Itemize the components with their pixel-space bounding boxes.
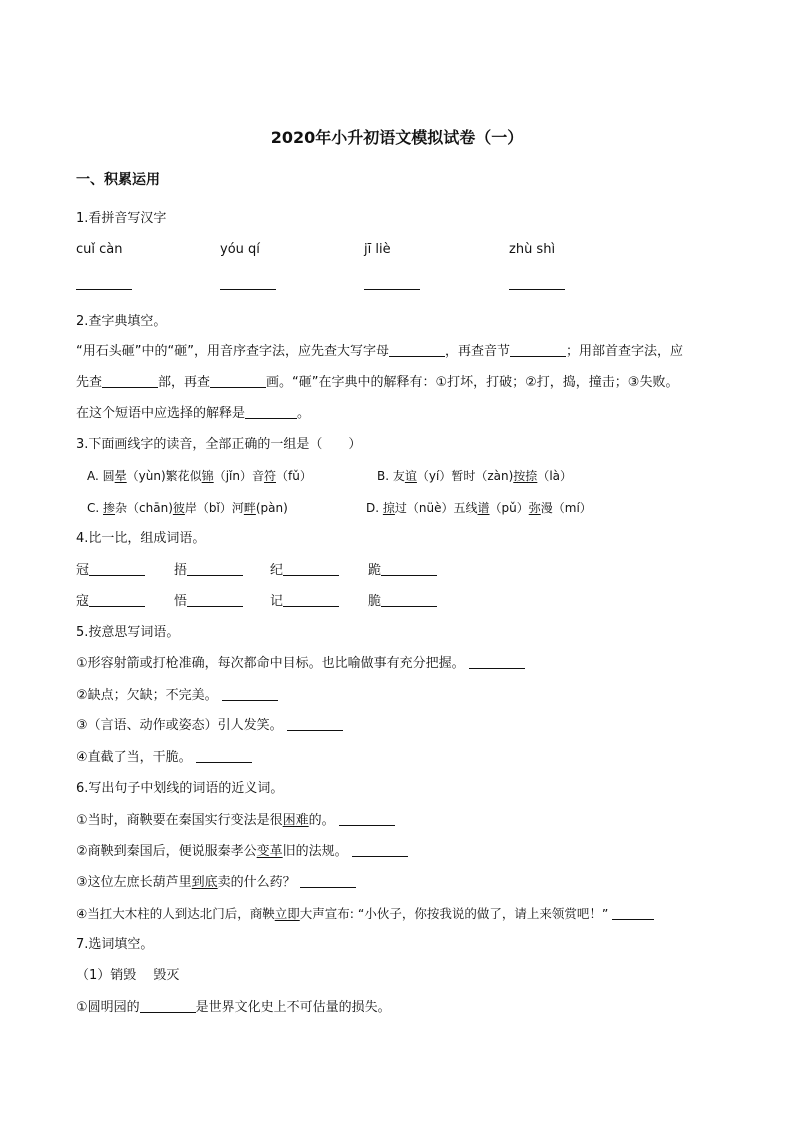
option-d[interactable] xyxy=(366,498,592,518)
text-segment: 在这个短语中应选择的解释是 xyxy=(76,406,246,421)
question-5-label: 5.按意思写词语。 xyxy=(76,625,180,640)
answer-blank[interactable] xyxy=(287,716,343,731)
underlined-char: 弥 xyxy=(528,501,541,515)
compare-word xyxy=(270,561,339,581)
answer-blank[interactable] xyxy=(210,373,266,388)
text-segment: ②缺点；欠缺；不完美。 xyxy=(76,688,218,703)
answer-blank[interactable] xyxy=(509,289,565,290)
answer-blank[interactable] xyxy=(187,592,243,607)
text-segment: 卖的什么药？ xyxy=(217,875,296,890)
answer-blank[interactable] xyxy=(364,289,420,290)
answer-blank[interactable] xyxy=(339,811,395,826)
option-letter: A. xyxy=(87,469,103,483)
char: 寇 xyxy=(76,594,90,609)
option-letter: C. xyxy=(87,501,104,515)
char: 记 xyxy=(270,594,284,609)
text-segment: 漫（mí） xyxy=(540,501,592,515)
question-3-label: 3.下面画线字的读音，全部正确的一组是（ ） xyxy=(76,437,362,452)
text-segment: ；用部首查字法，应 xyxy=(565,344,683,359)
text-segment: 的。 xyxy=(308,813,335,828)
answer-blank[interactable] xyxy=(76,289,132,290)
text-segment: 部，再查 xyxy=(158,375,211,390)
underlined-char: 按捺 xyxy=(513,469,538,483)
text-segment: 。 xyxy=(297,406,311,421)
answer-blank[interactable] xyxy=(389,342,445,357)
underlined-word: 到底 xyxy=(191,875,218,890)
text-segment: （jǐn）音 xyxy=(213,469,264,483)
underlined-word: 变革 xyxy=(256,844,283,859)
question-7-label: 7.选词填空。 xyxy=(76,937,154,952)
compare-word xyxy=(76,561,145,581)
text-segment: (pàn) xyxy=(255,501,288,515)
underlined-char: 锦 xyxy=(201,469,214,483)
text-segment: ①当时，商鞅要在秦国实行变法是很 xyxy=(76,813,283,828)
underlined-char: 谊 xyxy=(404,469,417,483)
question-7-item xyxy=(76,998,391,1018)
text-segment: ③这位左庶长葫芦里 xyxy=(76,875,192,890)
answer-blank[interactable] xyxy=(89,561,145,576)
compare-word xyxy=(368,592,437,612)
compare-word xyxy=(76,592,145,612)
text-segment: （là） xyxy=(537,469,573,483)
underlined-char: 彼 xyxy=(172,501,185,515)
text-segment: 旧的法规。 xyxy=(282,844,348,859)
question-5-item xyxy=(76,716,343,736)
option-c[interactable] xyxy=(87,498,288,518)
text-segment: 是世界文化史上不可估量的损失。 xyxy=(195,1000,391,1015)
answer-blank[interactable] xyxy=(220,289,276,290)
section-heading: 一、积累运用 xyxy=(76,172,160,188)
answer-blank[interactable] xyxy=(510,342,566,357)
char: 脆 xyxy=(368,594,382,609)
pinyin-1: cuǐ càn xyxy=(76,242,123,257)
option-a[interactable] xyxy=(87,466,312,486)
text-segment: （pǔ） xyxy=(489,501,529,515)
question-5-item xyxy=(76,654,525,674)
text-segment: ，再查音节 xyxy=(444,344,510,359)
answer-blank[interactable] xyxy=(300,873,356,888)
underlined-word: 立即 xyxy=(274,906,300,921)
answer-blank[interactable] xyxy=(283,561,339,576)
answer-blank[interactable] xyxy=(245,404,297,419)
answer-blank[interactable] xyxy=(469,654,525,669)
text-segment: （yùn)繁花似 xyxy=(126,469,202,483)
answer-blank[interactable] xyxy=(612,905,654,920)
question-6-item xyxy=(76,873,356,893)
text-segment: ④当扛大木柱的人到达北门后，商鞅 xyxy=(76,906,275,921)
question-2-line-1 xyxy=(76,342,683,362)
char: 冠 xyxy=(76,563,90,578)
answer-blank[interactable] xyxy=(140,998,196,1013)
underlined-char: 掠 xyxy=(382,501,395,515)
answer-blank[interactable] xyxy=(352,842,408,857)
answer-blank[interactable] xyxy=(283,592,339,607)
text-segment: 画。“砸”在字典中的解释有：①打坏，打破；②打，捣，撞击；③失败。 xyxy=(266,375,679,390)
text-segment: ③（言语、动作或姿态）引人发笑。 xyxy=(76,718,283,733)
underlined-char: 符 xyxy=(263,469,276,483)
text-segment: ①圆明园的 xyxy=(76,1000,140,1015)
text-segment: “用石头砸”中的“砸”，用音序查字法，应先查大写字母 xyxy=(76,344,389,359)
char: 跪 xyxy=(368,563,382,578)
text-segment: 过（nüè）五线 xyxy=(394,501,478,515)
underlined-char: 谱 xyxy=(477,501,490,515)
text-segment: 岸（bǐ）河 xyxy=(184,501,244,515)
char: 悟 xyxy=(174,594,188,609)
option-letter: D. xyxy=(366,501,383,515)
question-5-item xyxy=(76,686,278,706)
compare-word xyxy=(174,561,243,581)
text-segment: （fǔ） xyxy=(275,469,312,483)
underlined-word: 困难 xyxy=(282,813,309,828)
answer-blank[interactable] xyxy=(196,748,252,763)
option-b[interactable] xyxy=(377,466,572,486)
question-2-line-3 xyxy=(76,404,310,424)
underlined-char: 畔 xyxy=(243,501,256,515)
question-6-item xyxy=(76,842,408,862)
text-segment: 杂（chān) xyxy=(115,501,173,515)
answer-blank[interactable] xyxy=(381,592,437,607)
question-6-label: 6.写出句子中划线的词语的近义词。 xyxy=(76,781,284,796)
answer-blank[interactable] xyxy=(89,592,145,607)
compare-word xyxy=(270,592,339,612)
answer-blank[interactable] xyxy=(102,373,158,388)
answer-blank[interactable] xyxy=(187,561,243,576)
char: 纪 xyxy=(270,563,284,578)
page-title: 2020年小升初语文模拟试卷（一） xyxy=(270,128,524,147)
answer-blank[interactable] xyxy=(222,686,278,701)
question-4-label: 4.比一比，组成词语。 xyxy=(76,531,206,546)
question-7-word-choices: （1）销毁 毁灭 xyxy=(76,968,180,983)
underlined-char: 晕 xyxy=(114,469,127,483)
question-6-item xyxy=(76,811,395,831)
text-segment: ④直截了当，干脆。 xyxy=(76,750,192,765)
text-segment: 大声宣布: “小伙子，你按我说的做了，请上来领赏吧！” xyxy=(299,906,609,921)
option-letter: B. xyxy=(377,469,393,483)
question-2-line-2 xyxy=(76,373,678,393)
pinyin-4: zhù shì xyxy=(509,242,556,257)
question-1-label: 1.看拼音写汉字 xyxy=(76,211,167,226)
text-segment: 先查 xyxy=(76,375,103,390)
question-5-item xyxy=(76,748,252,768)
text-segment: 友 xyxy=(392,469,405,483)
answer-blank[interactable] xyxy=(381,561,437,576)
compare-word xyxy=(368,561,437,581)
underlined-char: 掺 xyxy=(103,501,116,515)
text-segment: （yí）暂时（zàn) xyxy=(416,469,514,483)
pinyin-2: yóu qí xyxy=(220,242,260,257)
char: 捂 xyxy=(174,563,188,578)
text-segment: 圆 xyxy=(102,469,115,483)
compare-word xyxy=(174,592,243,612)
question-6-item xyxy=(76,904,654,924)
question-2-label: 2.查字典填空。 xyxy=(76,314,167,329)
pinyin-3: jī liè xyxy=(364,242,391,257)
text-segment: ①形容射箭或打枪准确，每次都命中目标。也比喻做事有充分把握。 xyxy=(76,656,465,671)
text-segment: ②商鞅到秦国后，便说服秦孝公 xyxy=(76,844,257,859)
